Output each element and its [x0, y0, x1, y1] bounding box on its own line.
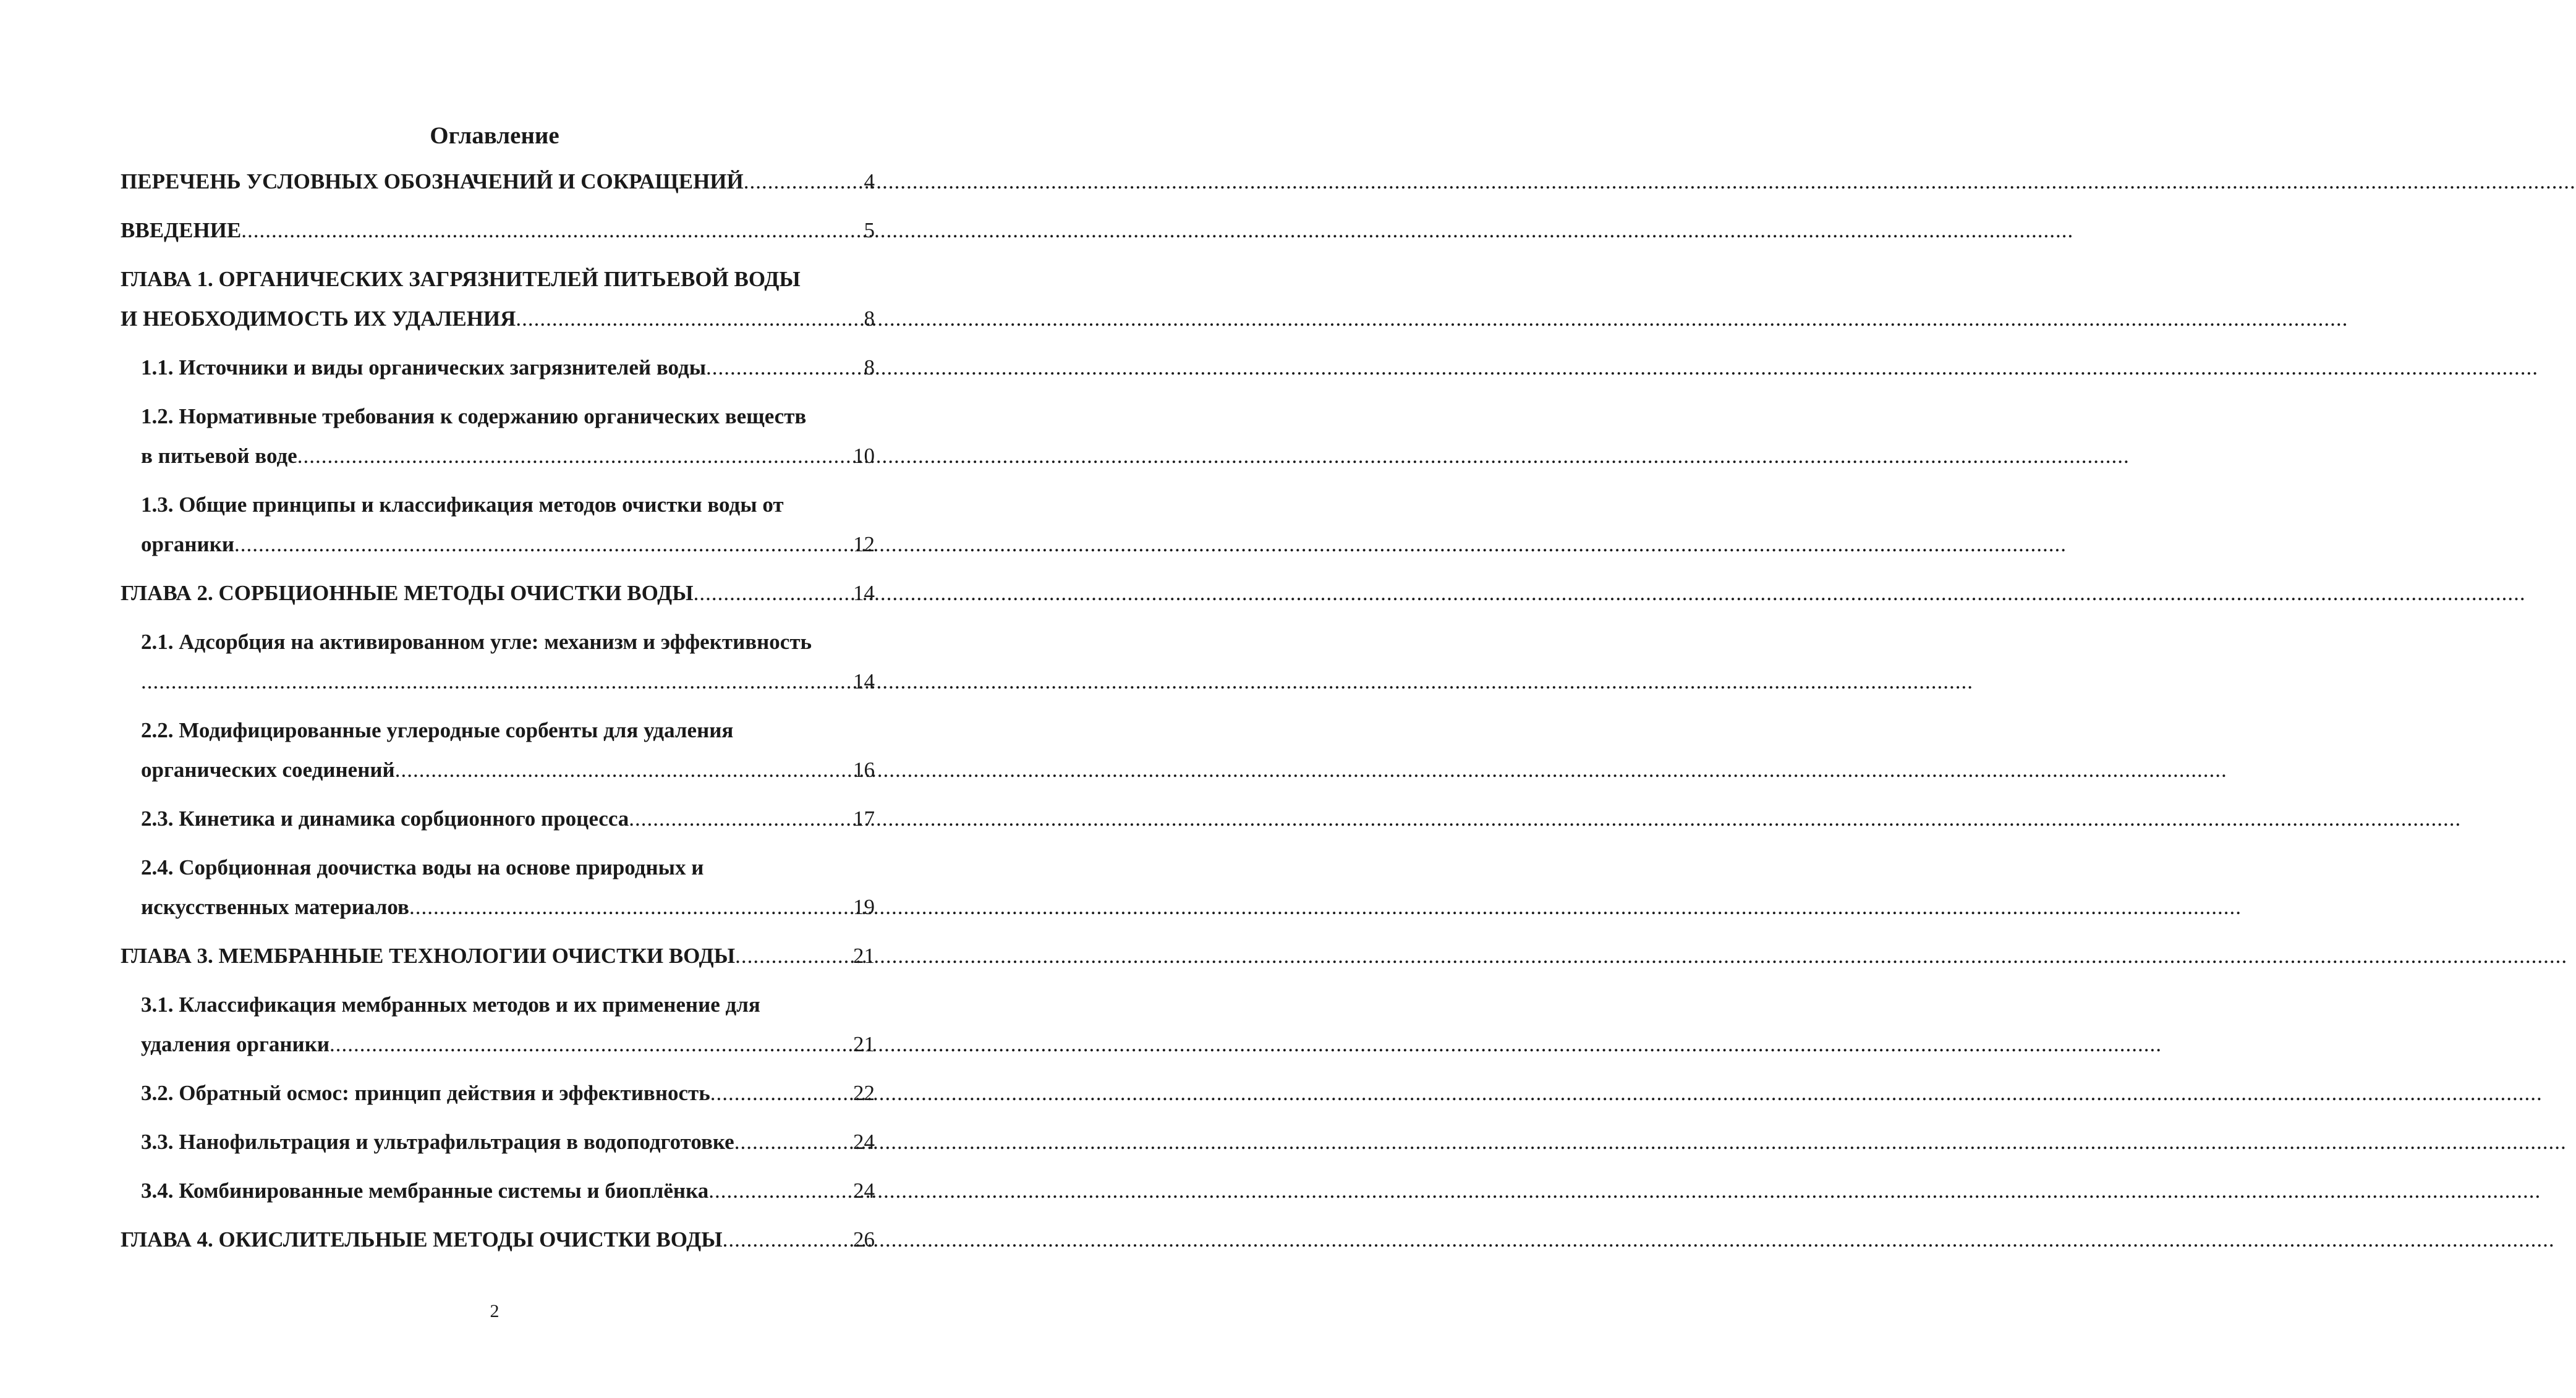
toc-entry-line — [141, 662, 875, 701]
dot-leader — [329, 1025, 852, 1064]
toc-entry-text: 3.2. Обратный осмос: принцип действия и эффективность — [141, 1081, 710, 1105]
toc-entry-line — [141, 436, 875, 476]
toc-subentry[interactable] — [141, 1171, 875, 1211]
dot-leader — [694, 574, 852, 613]
toc-page-number: 16 — [853, 758, 875, 782]
toc-entry[interactable] — [121, 162, 875, 201]
toc-page-number: 4 — [864, 169, 875, 193]
toc-entry-line — [141, 888, 875, 927]
toc-subentry[interactable] — [141, 622, 875, 701]
toc-entry-text: 2.2. Модифицированные углеродные сорбенты для удаления — [141, 718, 734, 742]
toc-page-number: 14 — [853, 581, 875, 605]
toc-page-number: 26 — [853, 1227, 875, 1252]
toc-entry-line — [141, 799, 875, 839]
toc-page-number: 24 — [853, 1130, 875, 1154]
toc-entry-text: 2.1. Адсорбция на активированном угле: механизм и эффективность — [141, 630, 812, 654]
toc-page-number: 21 — [853, 1032, 875, 1056]
dot-leader — [241, 211, 862, 250]
toc-subentry[interactable] — [141, 711, 875, 790]
toc-entry-line — [121, 1220, 875, 1260]
dot-leader — [708, 1171, 852, 1211]
dot-leader — [706, 348, 862, 388]
toc-title: Оглавление — [430, 122, 559, 149]
toc-entry-line — [141, 1025, 875, 1064]
dot-leader — [409, 888, 852, 927]
toc-page-number: 8 — [864, 355, 875, 379]
toc-entry-line — [141, 1122, 875, 1162]
toc-page-number: 8 — [864, 307, 875, 331]
toc-page-number: 22 — [853, 1081, 875, 1105]
dot-leader — [234, 525, 852, 564]
dot-leader — [723, 1220, 852, 1260]
toc-entry[interactable] — [121, 574, 875, 613]
toc-subentry[interactable] — [141, 985, 875, 1064]
dot-leader — [516, 299, 862, 339]
toc-entry-line — [121, 162, 875, 201]
toc-entry[interactable] — [121, 1220, 875, 1260]
toc-page-number: 12 — [853, 532, 875, 556]
toc-subentry[interactable] — [141, 397, 875, 476]
page-number: 2 — [490, 1301, 499, 1321]
toc-entry-text: ГЛАВА 3. МЕМБРАННЫЕ ТЕХНОЛОГИИ ОЧИСТКИ ВОДЫ — [121, 944, 736, 968]
dot-leader — [141, 662, 852, 701]
document-page — [0, 0, 989, 1398]
toc-entry-line — [121, 574, 875, 613]
toc-entry-line — [141, 750, 875, 790]
toc-subentry[interactable] — [141, 799, 875, 839]
dot-leader — [629, 799, 852, 839]
toc-entry-text: ВВЕДЕНИЕ — [121, 218, 242, 242]
toc-entry-text: 1.2. Нормативные требования к содержанию органических веществ — [141, 404, 807, 428]
toc-entry-line — [141, 1171, 875, 1211]
toc-entry-line — [121, 211, 875, 250]
toc-entry-text: 3.4. Комбинированные мембранные системы и биоплёнка — [141, 1179, 709, 1203]
toc-entry[interactable] — [121, 211, 875, 250]
dot-leader — [297, 436, 852, 476]
toc-entry-text: ГЛАВА 1. ОРГАНИЧЕСКИХ ЗАГРЯЗНИТЕЛЕЙ ПИТЬЕВОЙ ВОДЫ — [121, 267, 801, 291]
dot-leader — [744, 162, 863, 201]
dot-leader — [395, 750, 852, 790]
toc-entry[interactable] — [121, 260, 875, 339]
dot-leader — [734, 1122, 852, 1162]
toc-page-number: 17 — [853, 807, 875, 831]
toc-entry-text: ГЛАВА 2. СОРБЦИОННЫЕ МЕТОДЫ ОЧИСТКИ ВОДЫ — [121, 581, 694, 605]
toc-entry-text: ГЛАВА 4. ОКИСЛИТЕЛЬНЫЕ МЕТОДЫ ОЧИСТКИ ВОДЫ — [121, 1227, 723, 1252]
toc-subentry[interactable] — [141, 1074, 875, 1113]
toc-page-number: 19 — [853, 895, 875, 919]
dot-leader — [710, 1074, 852, 1113]
toc-entry-text: 1.3. Общие принципы и классификация методов очистки воды от — [141, 493, 784, 517]
toc-page-number: 5 — [864, 218, 875, 242]
toc-entry-text-cont: И НЕОБХОДИМОСТЬ ИХ УДАЛЕНИЯ — [121, 307, 516, 331]
toc-entry-line — [141, 348, 875, 388]
toc-page-number: 14 — [853, 669, 875, 693]
toc-page-number: 10 — [853, 444, 875, 468]
toc-subentry[interactable] — [141, 1122, 875, 1162]
toc-entry-text-cont: органических соединений — [141, 758, 395, 782]
toc-entry-text: 2.3. Кинетика и динамика сорбционного процесса — [141, 807, 629, 831]
toc-subentry[interactable] — [141, 348, 875, 388]
toc-entry-text-cont: органики — [141, 532, 235, 556]
toc-entry-line — [141, 1074, 875, 1113]
table-of-contents — [121, 162, 875, 1269]
dot-leader — [735, 936, 852, 976]
toc-entry-text-cont: удаления органики — [141, 1032, 330, 1056]
toc-entry-text-cont: искусственных материалов — [141, 895, 409, 919]
toc-entry-text-cont: в питьевой воде — [141, 444, 297, 468]
toc-page-number: 21 — [853, 944, 875, 968]
toc-entry-text: 2.4. Сорбционная доочистка воды на основе природных и — [141, 855, 704, 879]
toc-entry-line — [141, 525, 875, 564]
toc-subentry[interactable] — [141, 848, 875, 927]
toc-entry-text: 1.1. Источники и виды органических загрязнителей воды — [141, 355, 707, 379]
toc-page-number: 24 — [853, 1179, 875, 1203]
toc-entry-line — [121, 936, 875, 976]
toc-entry-text: ПЕРЕЧЕНЬ УСЛОВНЫХ ОБОЗНАЧЕНИЙ И СОКРАЩЕНИЙ — [121, 169, 744, 193]
toc-entry-line — [121, 299, 875, 339]
toc-entry[interactable] — [121, 936, 875, 976]
toc-subentry[interactable] — [141, 485, 875, 564]
toc-entry-text: 3.1. Классификация мембранных методов и их применение для — [141, 993, 760, 1017]
toc-entry-text: 3.3. Нанофильтрация и ультрафильтрация в водоподготовке — [141, 1130, 734, 1154]
